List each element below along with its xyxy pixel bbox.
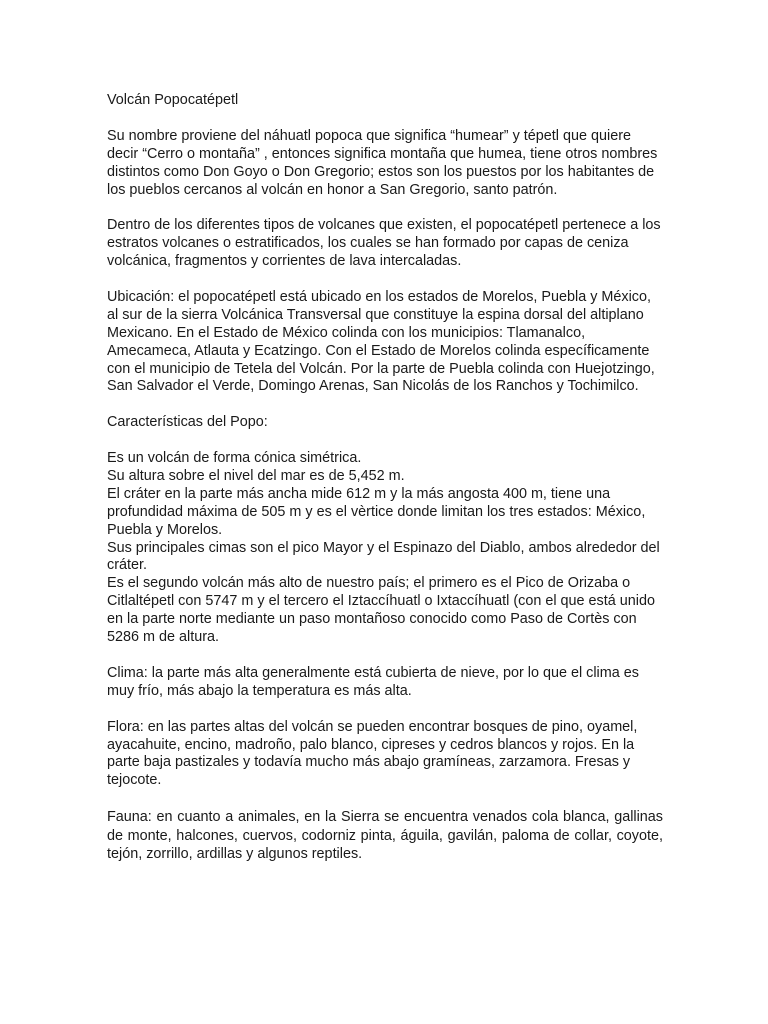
characteristic-item: Sus principales cimas son el pico Mayor y el Espinazo del Diablo, ambos alrededor del cráter. [107,539,660,574]
document-title: Volcán Popocatépetl [107,92,239,108]
characteristic-item: Es el segundo volcán más alto de nuestro país; el primero es el Pico de Orizaba o Citlaltépetl con 5747 m y el tercero el Iztaccíhuatl o Ixtaccíhuatl (con el que está unido en la parte norte mediante un paso montañoso conocido como Paso de Cortès con 5286 m de altura. [107,575,655,646]
characteristic-item: Es un volcán de forma cónica simétrica. [107,450,362,467]
paragraph-flora: Flora: en las partes altas del volcán se pueden encontrar bosques de pino, oyamel, ayacahuite, encino, madroño, palo blanco, cipreses y cedros blancos y rojos. En la parte baja pastizales y todavía mucho más abajo gramíneas, zarzamora. Fresas y tejocote. [107,718,638,789]
paragraph-volcano-type: Dentro de los diferentes tipos de volcanes que existen, el popocatépetl pertenece a los estratos volcanes o estratificados, los cuales se han formado por capas de ceniza volcánica, fragmentos y corrientes de lava intercaladas. [107,217,661,270]
paragraph-origin: Su nombre proviene del náhuatl popoca que significa “humear” y tépetl que quiere decir “Cerro o montaña” , entonces significa montaña que humea, tiene otros nombres distintos como Don Goyo o Don Gregorio; estos son los puestos por los habitantes de los pueblos cercanos al volcán en honor a San Gregorio, santo patrón. [107,127,658,198]
characteristic-item: Su altura sobre el nivel del mar es de 5,452 m. [107,467,405,484]
paragraph-location: Ubicación: el popocatépetl está ubicado en los estados de Morelos, Puebla y México, al sur de la sierra Volcánica Transversal que constituye la espina dorsal del altiplano Mexicano. En el Estado de México colinda con los municipios: Tlamanalco, Amecameca, Atlauta y Ecatzingo. Con el Estado de Morelos colinda específicamente con el municipio de Tetela del Volcán. Por la parte de Puebla colinda con Huejotzingo, San Salvador el Verde, Domingo Arenas, San Nicolás de los Ranchos y Tochimilco. [107,288,655,395]
characteristic-item: El cráter en la parte más ancha mide 612 m y la más angosta 400 m, tiene una profundidad máxima de 505 m y es el vèrtice donde limitan los tres estados: México, Puebla y Morelos. [107,485,646,538]
characteristics-list [107,450,663,647]
paragraph-fauna: Fauna: en cuanto a animales, en la Sierra se encuentra venados cola blanca, gallinas de monte, halcones, cuervos, codorniz pinta, águila, gavilán, paloma de collar, coyote, tejón, zorrillo, ardillas y algunos reptiles. [107,809,663,863]
characteristics-heading: Características del Popo: [107,414,268,431]
document-page [107,92,663,882]
paragraph-climate: Clima: la parte más alta generalmente está cubierta de nieve, por lo que el clima es muy frío, más abajo la temperatura es más alta. [107,664,639,699]
